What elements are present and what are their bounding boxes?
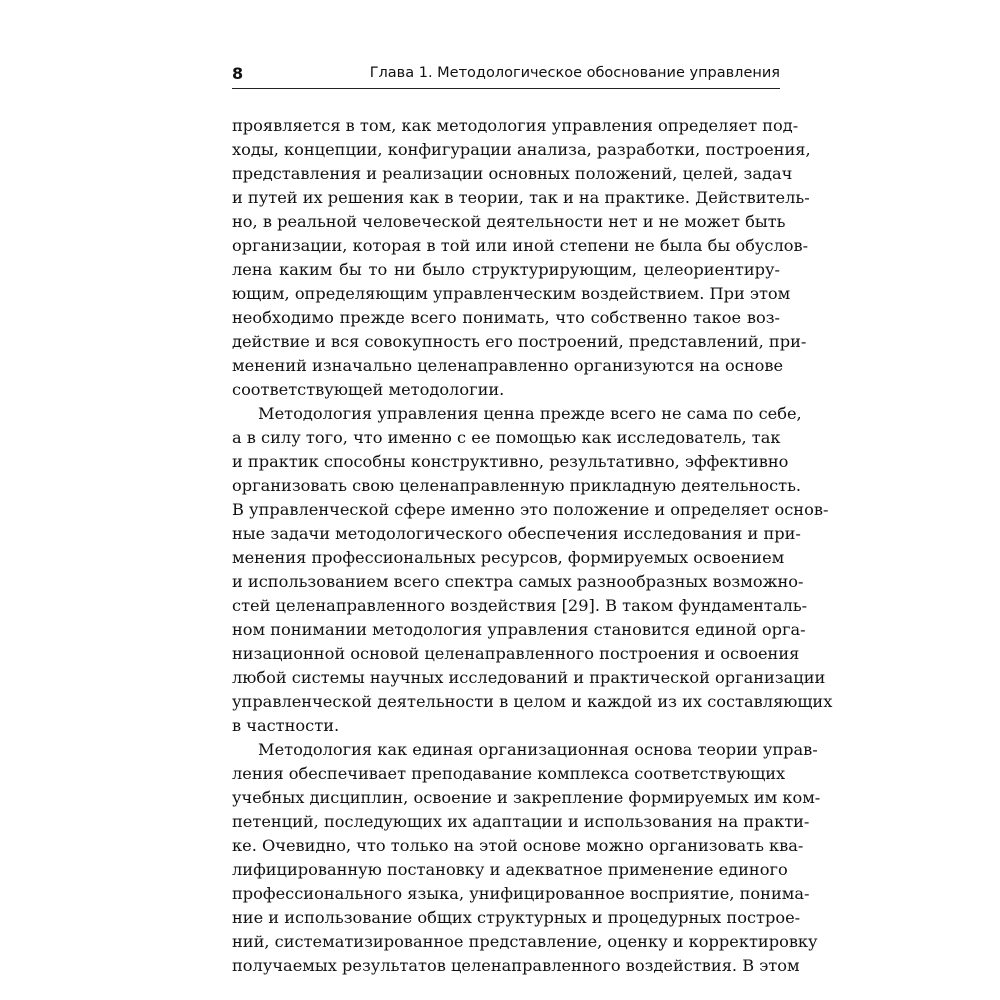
- text-line: и практик способны конструктивно, результативно, эффективно: [232, 452, 789, 471]
- text-line: ходы, концепции, конфигурации анализа, разработки, построения,: [232, 140, 811, 159]
- text-line: профессионального языка, унифицированное восприятие, понима-: [232, 884, 810, 903]
- text-line: ний, систематизированное представление, оценку и корректировку: [232, 932, 818, 951]
- text-line: ние и использование общих структурных и процедурных построе-: [232, 908, 801, 927]
- text-line: стей целенаправленного воздействия [29]. В таком фундаменталь-: [232, 596, 808, 615]
- text-line: в частности.: [232, 716, 340, 735]
- page-number: 8: [232, 64, 244, 83]
- text-line: ке. Очевидно, что только на этой основе можно организовать ква-: [232, 836, 804, 855]
- chapter-title: Глава 1. Методологическое обоснование управления: [369, 65, 780, 81]
- text-line: проявляется в том, как методология управления определяет под-: [232, 116, 799, 135]
- body-text: [232, 114, 833, 978]
- paragraph-2: [232, 402, 833, 738]
- text-line: и путей их решения как в теории, так и на практике. Действитель-: [232, 188, 810, 207]
- text-line: необходимо прежде всего понимать, что собственно такое воз-: [232, 308, 780, 327]
- text-line: ющим, определяющим управленческим воздействием. При этом: [232, 284, 791, 303]
- text-line: ные задачи методологического обеспечения исследования и при-: [232, 524, 801, 543]
- text-line: Методология как единая организационная основа теории управ-: [258, 740, 818, 759]
- text-line: ления обеспечивает преподавание комплекса соответствующих: [232, 764, 786, 783]
- text-line: учебных дисциплин, освоение и закрепление формируемых им ком-: [232, 788, 821, 807]
- text-line: Методология управления ценна прежде всего не сама по себе,: [258, 404, 802, 423]
- paragraph-1: [232, 114, 811, 402]
- text-line: низационной основой целенаправленного построения и освоения: [232, 644, 800, 663]
- text-line: соответствующей методологии.: [232, 380, 505, 399]
- text-line: организации, которая в той или иной степени не была бы обуслов-: [232, 236, 809, 255]
- text-line: лифицированную постановку и адекватное применение единого: [232, 860, 788, 879]
- book-page: [232, 62, 833, 978]
- text-line: действие и вся совокупность его построений, представлений, при-: [232, 332, 807, 351]
- text-line: петенций, последующих их адаптации и использования на практи-: [232, 812, 810, 831]
- text-line: а в силу того, что именно с ее помощью как исследователь, так: [232, 428, 781, 447]
- text-line: организовать свою целенаправленную прикладную деятельность.: [232, 476, 802, 495]
- text-line: лена каким бы то ни было структурирующим, целеориентиру-: [232, 260, 780, 279]
- text-line: управленческой деятельности в целом и каждой из их составляющих: [232, 692, 833, 711]
- running-header: [232, 62, 780, 89]
- text-line: представления и реализации основных положений, целей, задач: [232, 164, 793, 183]
- text-line: любой системы научных исследований и практической организации: [232, 668, 826, 687]
- text-line: менений изначально целенаправленно организуются на основе: [232, 356, 784, 375]
- text-line: ном понимании методология управления становится единой орга-: [232, 620, 806, 639]
- text-line: получаемых результатов целенаправленного воздействия. В этом: [232, 956, 800, 975]
- paragraph-3: [232, 738, 821, 978]
- text-line: В управленческой сфере именно это положение и определяет основ-: [232, 500, 829, 519]
- text-line: и использованием всего спектра самых разнообразных возможно-: [232, 572, 804, 591]
- text-line: менения профессиональных ресурсов, формируемых освоением: [232, 548, 785, 567]
- text-line: но, в реальной человеческой деятельности нет и не может быть: [232, 212, 786, 231]
